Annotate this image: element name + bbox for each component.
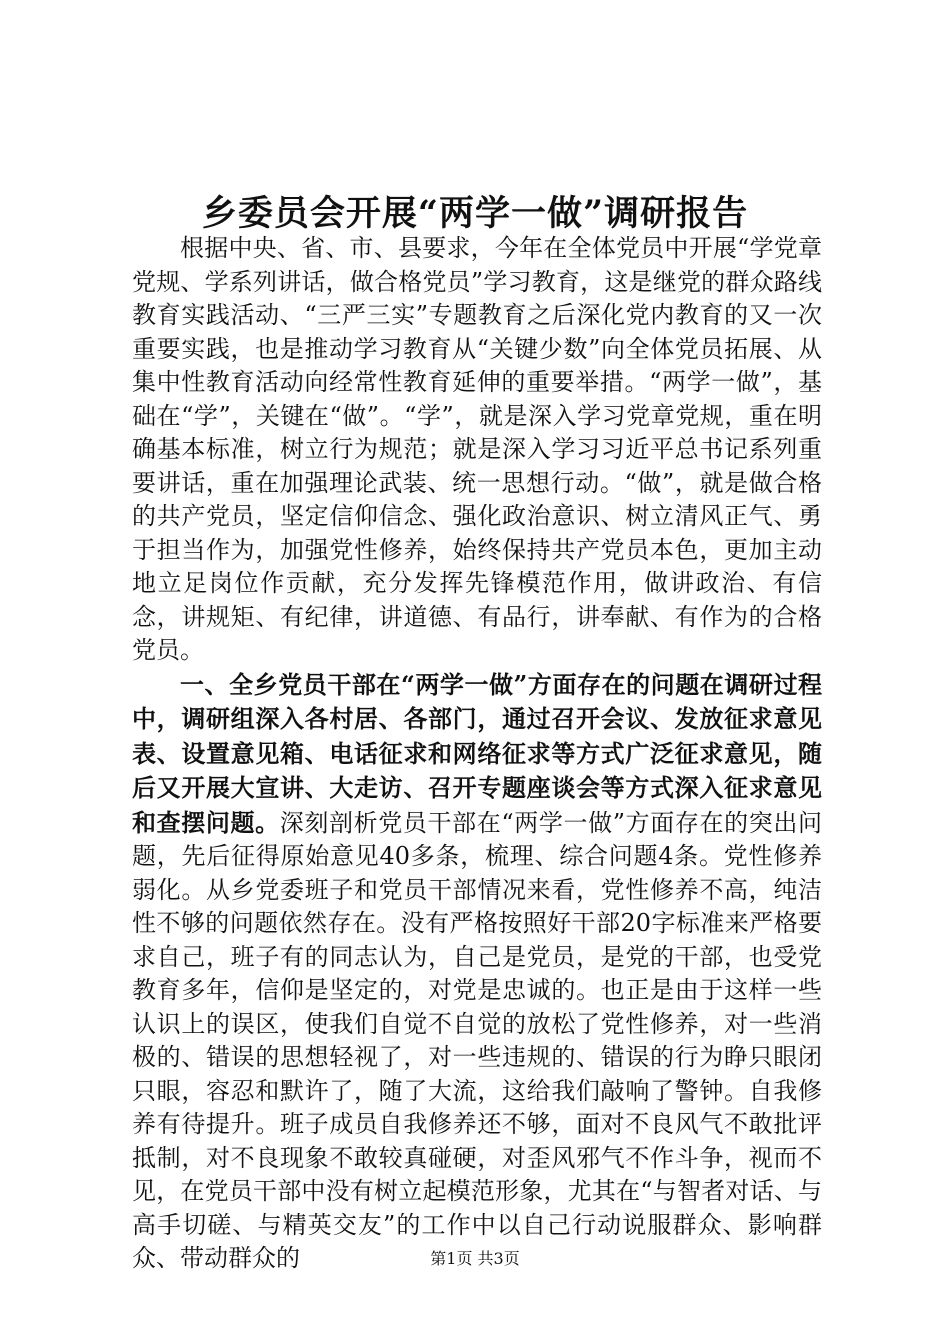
section-heading: 一、全乡党员干部在“两学一做”方面存在的问题在调研过程中，调研组深入各村居、各部门，通过召开会议、发放征求意见表、设置意见箱、电话征求和网络征求等方式广泛征求意见，随后又开展大宣讲、大走访、召开专题座谈会等方式深入征求意见和查摆问题。 <box>132 669 822 837</box>
paragraph-section-one <box>132 668 822 1276</box>
document-body <box>132 232 822 1276</box>
section-text: 深刻剖析党员干部在“两学一做”方面存在的突出问题，先后征得原始意见40多条，梳理、综合问题4条。党性修养弱化。从乡党委班子和党员干部情况来看，党性修养不高，纯洁性不够的问题依然存在。没有严格按照好干部20字标准来严格要求自己，班子有的同志认为，自己是党员，是党的干部，也受党教育多年，信仰是坚定的，对党是忠诚的。也正是由于这样一些认识上的误区，使我们自觉不自觉的放松了党性修养，对一些消极的、错误的思想轻视了，对一些违规的、错误的行为睁只眼闭只眼，容忍和默许了，随了大流，这给我们敲响了警钟。自我修养有待提升。班子成员自我修养还不够，面对不良风气不敢批评抵制，对不良现象不敢较真碰硬，对歪风邪气不作斗争，视而不见，在党员干部中没有树立起模范形象，尤其在“与智者对话、与高手切磋、与精英交友”的工作中以自己行动说服群众、影响群众、带动群众的 <box>132 808 823 1272</box>
document-title: 乡委员会开展“两学一做”调研报告 <box>201 193 749 234</box>
page-footer: 第1页 共3页 <box>430 1249 520 1268</box>
paragraph-intro: 根据中央、省、市、县要求，今年在全体党员中开展“学党章党规、学系列讲话，做合格党员”学习教育，这是继党的群众路线教育实践活动、“三严三实”专题教育之后深化党内教育的又一次重要实践，也是推动学习教育从“关键少数”向全体党员拓展、从集中性教育活动向经常性教育延伸的重要举措。“两学一做”，基础在“学”，关键在“做”。“学”，就是深入学习党章党规，重在明确基本标准，树立行为规范；就是深入学习习近平总书记系列重要讲话，重在加强理论武装、统一思想行动。“做”，就是做合格的共产党员，坚定信仰信念、强化政治意识、树立清风正气、勇于担当作为，加强党性修养，始终保持共产党员本色，更加主动地立足岗位作贡献，充分发挥先锋模范作用，做讲政治、有信念，讲规矩、有纪律，讲道德、有品行，讲奉献、有作为的合格党员。 <box>132 234 822 664</box>
